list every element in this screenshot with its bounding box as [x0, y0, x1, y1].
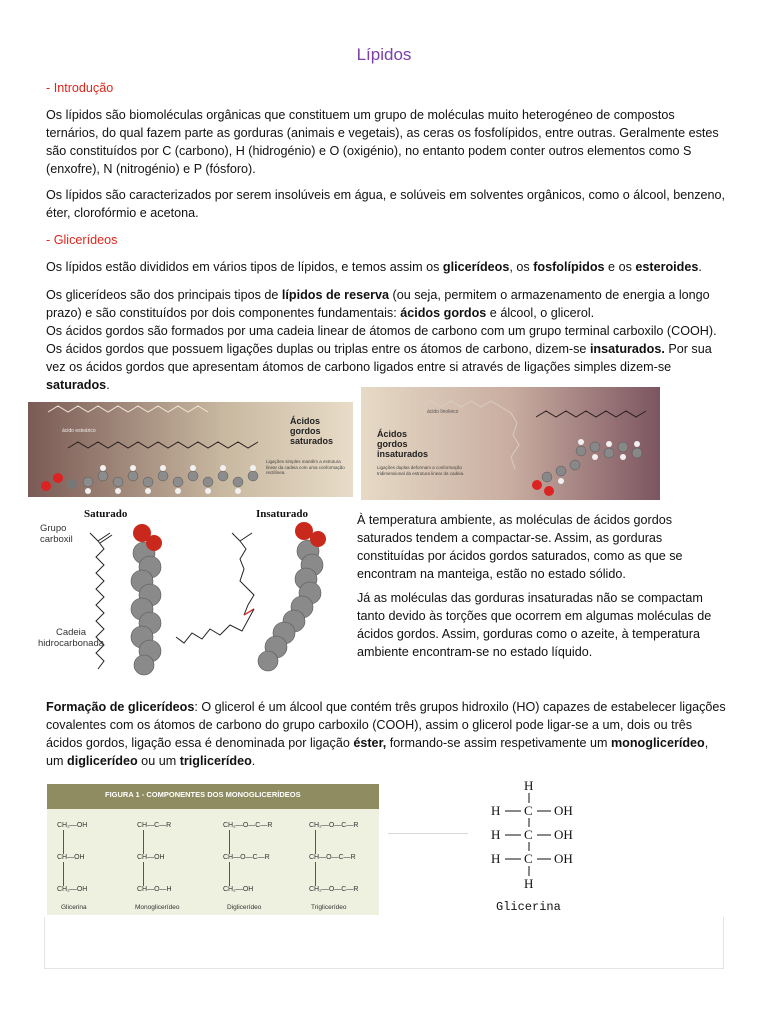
heading-line: Ácidos	[290, 416, 321, 426]
structure-line: CH—OH	[57, 854, 85, 861]
heading-line: saturados	[290, 436, 334, 446]
paragraph-glicerideos	[46, 286, 726, 394]
label-triglicerideo: Triglicerídeo	[311, 904, 347, 911]
bold-term: Formação de glicerídeos	[46, 700, 195, 714]
bold-term: saturados	[46, 378, 107, 392]
heading-line: insaturados	[377, 449, 429, 459]
bold-term: triglicerídeo	[179, 754, 252, 768]
text: , os	[509, 260, 534, 274]
structure-line: CH₂—O—C—R	[223, 822, 273, 829]
text: e os	[604, 260, 636, 274]
figure-monoglyceride-components	[47, 784, 379, 915]
text: Os lípidos estão divididos em vários tipos de lípidos, e temos assim os	[46, 260, 443, 274]
label-line: Cadeia	[55, 627, 87, 638]
atom-h: H	[491, 827, 501, 842]
figure-header: FIGURA 1 - COMPONENTES DOS MONOGLICERÍDEOS	[105, 790, 301, 799]
label-glicerina-structure: Glicerina	[496, 900, 561, 914]
divider	[388, 833, 468, 834]
paragraph-saturated-state: À temperatura ambiente, as moléculas de ácidos gordos saturados tendem a compactar-se. Assim, as gorduras constituídas por ácidos gordos saturados, como as que se encontram na manteiga, estão no estado sólido.	[357, 513, 683, 581]
figure-unsaturated-fatty-acids	[361, 387, 660, 500]
figure-heading-saturated	[290, 416, 350, 446]
bold-term: ácidos gordos	[400, 306, 487, 320]
text: ou um	[137, 754, 180, 768]
label-line: hidrocarbonada	[38, 638, 105, 649]
label-glicerina: Glicerina	[61, 904, 87, 911]
structure-monoglicerideo	[137, 822, 207, 894]
structure-diglicerideo	[223, 822, 293, 894]
structure-line: CH₂—OH	[57, 886, 88, 893]
atom-h: H	[491, 851, 501, 866]
figure-caption-saturated: Ligações simples mantêm a estrutura linear da cadeia com uma conformação rectilínea.	[266, 459, 345, 475]
heading-line: gordos	[290, 426, 321, 436]
structure-line: CH—OH	[137, 854, 165, 861]
text: e álcool, o glicerol.	[486, 306, 595, 320]
group-oh: OH	[554, 851, 573, 866]
bold-term: monoglicerídeo	[610, 736, 705, 750]
label-saturado: Saturado	[84, 508, 128, 520]
label-line: Grupo	[40, 523, 67, 534]
bold-term: diglicerídeo	[67, 754, 138, 768]
page-title: Lípidos	[356, 45, 412, 64]
atom-h: H	[524, 778, 534, 793]
structure-line: CH₂—O—C—R	[309, 822, 359, 829]
atom-c: C	[524, 827, 533, 842]
figure-caption-unsaturated: Ligações duplas deformam a conformação tridimensional da estrutura linear da cadeia.	[377, 465, 465, 476]
atom-c: C	[524, 851, 533, 866]
paragraph-unsaturated-state: Já as moléculas das gorduras insaturadas não se compactam tanto devido às torções que ocorrem em algumas moléculas de ácidos gordos. Assim, gorduras como o azeite, à temperatura ambiente encontram-se no estado líquido.	[357, 591, 712, 659]
structure-triglicerideo	[309, 822, 379, 894]
text: .	[251, 754, 256, 768]
figure-heading-unsaturated	[377, 429, 447, 459]
figure-label-linoleic: ácido linoleico	[427, 409, 459, 415]
structure-line: CH—O—H	[137, 886, 172, 893]
figure-glycerol-structure	[480, 776, 590, 916]
structure-glicerina	[57, 822, 127, 894]
text: : O glicerol é um álcool que contém três grupos hidroxilo (HO) capazes de estabelecer ligações covalentes com os átomos de carbono do grupo carboxilo (COOH), assim o glicerol pode ligar-se a um, dois ou três ácidos gordos, ligação essa é denominada por ligação	[46, 700, 726, 750]
text: formando-se assim respetivamente um	[386, 736, 611, 750]
paragraph-intro-1: Os lípidos são biomoléculas orgânicas que constituem um grupo de moléculas muito heterogéneo de compostos ternários, do qual fazem parte as gorduras (animais e vegetais), as ceras os fosfolípidos, entre outras. Geralmente estes são constituídos por C (carbono), H (hidrogénio) e O (oxigénio), no entanto podem conter outros elementos como S (enxofre), N (nitrogénio) e P (fósforo).	[46, 108, 719, 176]
heading-line: gordos	[377, 439, 408, 449]
text: .	[106, 378, 110, 392]
paragraph-formacao-glicerideos	[46, 698, 726, 770]
text: , um	[46, 736, 709, 768]
section-heading-intro: - Introdução	[46, 81, 114, 95]
label-diglicerideo: Diglicerídeo	[227, 904, 262, 911]
text: Os ácidos gordos são formados por uma cadeia linear de átomos de carbono com um grupo terminal carboxilo (COOH). Os ácidos gordos que possuem ligações duplas ou triplas entre os átomos de carbono, dizem-se	[46, 324, 717, 356]
label-monoglicerideo: Monoglicerídeo	[135, 904, 180, 911]
text: .	[698, 260, 702, 274]
bold-term: éster,	[353, 736, 387, 750]
bold-term: lípidos de reserva	[281, 288, 390, 302]
bold-term: fosfolípidos	[533, 260, 605, 274]
structure-line: CH—O—C—R	[223, 854, 270, 861]
text: Os glicerídeos são dos principais tipos de	[46, 288, 282, 302]
text: (ou seja, permitem o armazenamento de energia a longo prazo) e são constituídos por dois componentes fundamentais:	[46, 288, 710, 320]
heading-line: Ácidos	[377, 429, 408, 439]
label-grupo-carboxil	[40, 523, 73, 545]
atom-h: H	[491, 803, 501, 818]
structure-line: CH—C—R	[137, 822, 172, 829]
structure-line: CH₂—O—C—R	[309, 886, 359, 893]
group-oh: OH	[554, 803, 573, 818]
figure-saturated-vs-unsaturated	[30, 503, 350, 683]
label-cadeia-hidrocarbonada	[38, 627, 104, 649]
structure-line: CH—O—C—R	[309, 854, 356, 861]
empty-box	[44, 917, 724, 969]
figure-label-stearic: ácido esteárico	[62, 428, 96, 434]
paragraph-intro-2: Os lípidos são caracterizados por serem insolúveis em água, e solúveis em solventes orgânicos, como o álcool, benzeno, éter, clorofórmio e acetona.	[46, 188, 726, 220]
text: Por sua vez os ácidos gordos que apresentam átomos de carbono ligados entre si através de ligações simples dizem-se	[46, 342, 712, 374]
bold-term: insaturados.	[589, 342, 665, 356]
figure-saturated-fatty-acids	[28, 402, 353, 497]
group-oh: OH	[554, 827, 573, 842]
bold-term: esteroides	[635, 260, 699, 274]
bold-term: glicerídeos	[442, 260, 510, 274]
atom-h: H	[524, 876, 534, 891]
structure-line: CH₂—OH	[223, 886, 254, 893]
structure-line: CH₂—OH	[57, 822, 88, 829]
label-insaturado: Insaturado	[256, 508, 308, 520]
label-line: carboxil	[40, 534, 73, 545]
section-heading-glicerideos: - Glicerídeos	[46, 233, 118, 247]
atom-c: C	[524, 803, 533, 818]
paragraph-lipid-types	[46, 258, 726, 276]
